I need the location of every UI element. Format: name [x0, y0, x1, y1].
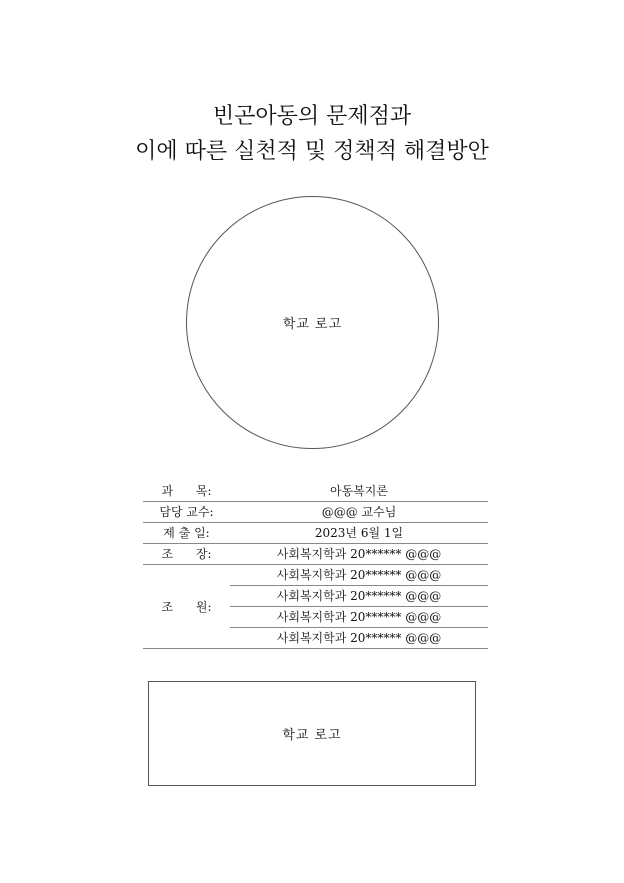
school-logo-box-label: 학교 로고 [282, 728, 342, 743]
professor-value: @@@ 교수님 [230, 501, 488, 522]
member-row [143, 564, 488, 585]
date-row [143, 522, 488, 543]
subject-label: 과 목: [143, 480, 230, 501]
member-value: 사회복지학과 20****** @@@ [230, 585, 488, 606]
report-info-table [143, 480, 488, 649]
members-label: 조 원: [143, 564, 230, 648]
school-logo-circle-label: 학교 로고 [282, 317, 343, 332]
professor-label: 담당 교수: [143, 501, 230, 522]
member-value: 사회복지학과 20****** @@@ [230, 564, 488, 585]
date-label: 제 출 일: [143, 522, 230, 543]
date-value: 2023년 6월 1일 [230, 522, 488, 543]
report-title-line-1: 빈곤아동의 문제점과 [212, 104, 412, 129]
leader-label: 조 장: [143, 543, 230, 564]
school-logo-box [148, 681, 476, 786]
professor-row [143, 501, 488, 522]
leader-value: 사회복지학과 20****** @@@ [230, 543, 488, 564]
leader-row [143, 543, 488, 564]
member-value: 사회복지학과 20****** @@@ [230, 606, 488, 627]
subject-value: 아동복지론 [230, 480, 488, 501]
member-value: 사회복지학과 20****** @@@ [230, 627, 488, 648]
report-title-line-2: 이에 따른 실천적 및 정책적 해결방안 [135, 139, 489, 164]
school-logo-circle [186, 196, 439, 449]
subject-row [143, 480, 488, 501]
